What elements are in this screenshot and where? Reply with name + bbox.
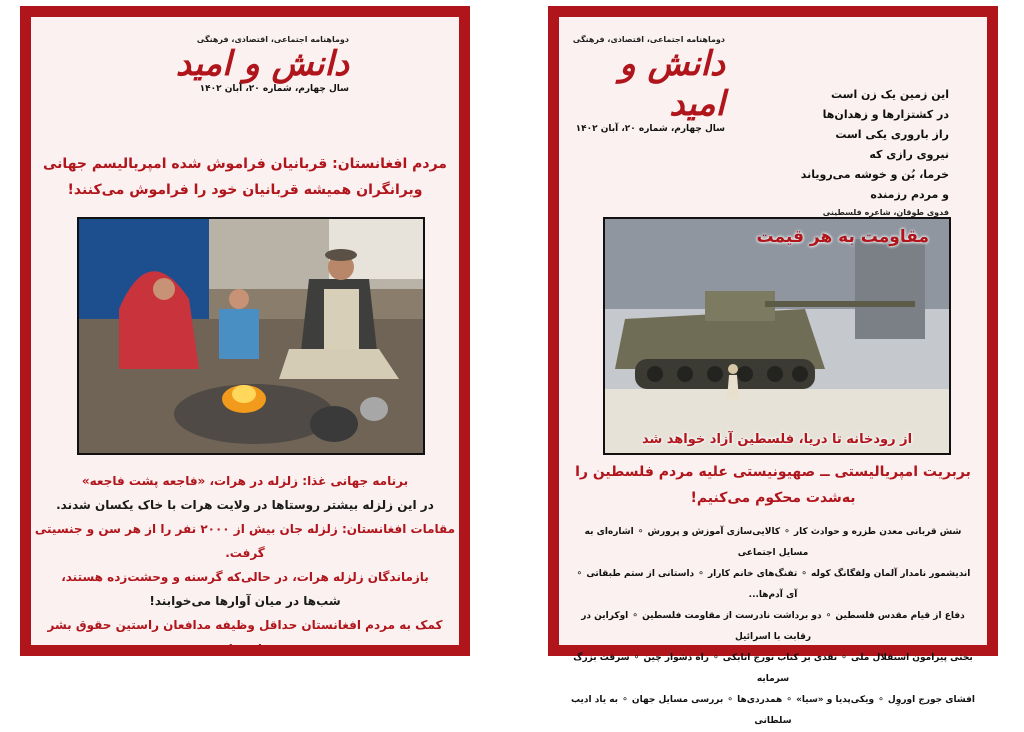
- cover-photo-afghan-family: [77, 217, 425, 455]
- cover-body-text: [31, 469, 459, 661]
- toc-line: افشای جورج اوروِل ⚬ ویکی‌پدیا و «سیا» ⚬ همدردی‌ها ⚬ بررسی مسایل جهان ⚬ به یاد ادیب سلطانی: [570, 695, 976, 726]
- masthead: [559, 35, 725, 134]
- poem-line: خرما، بُن و خوشه می‌رویاند: [800, 168, 949, 181]
- body-line: کمک به مردم افغانستان حداقل وظیفه مدافعان راستین حقوق بشر است!: [47, 618, 443, 656]
- headline-line: به‌شدت محکوم می‌کنیم!: [690, 490, 856, 506]
- headline-line: بربریت امپریالیستی ــ صهیونیستی علیه مردم فلسطین را: [575, 464, 971, 480]
- toc-line: اندیشمور نامدار آلمان ولفگانگ کوله ⚬ تفنگ‌های خانم کارار ⚬ داستانی از ستم طبقاتی ⚬ آی آدم‌ها...: [575, 569, 971, 600]
- tank-illustration: [605, 219, 949, 453]
- afghan-family-illustration: [79, 219, 423, 453]
- body-line: مقامات افغانستان: زلزله جان بیش از ۲۰۰۰ نفر را از هر سن و جنسیتی گرفت.: [34, 522, 456, 560]
- poem-line: و مردم رزمنده: [870, 188, 949, 201]
- toc-line: شش قربانی معدن طزره و حوادث کار ⚬ کالایی‌سازی آموزش و پرورش ⚬ اشاره‌ای به مسایل اجتماعی: [584, 527, 962, 558]
- body-line: برنامه جهانی غذا: زلزله در هرات، «فاجعه پشت فاجعه»: [81, 474, 409, 488]
- toc-line: دفاع از قیام مقدس فلسطین ⚬ دو برداشت نادرست از مقاومت فلسطین ⚬ اوکراین در رقابت با اسرائیل: [581, 611, 965, 642]
- poem: [789, 85, 949, 221]
- photo-title: مقاومت به هر قیمت: [756, 227, 929, 247]
- masthead: [176, 35, 349, 94]
- toc-line: بحثی پیرامون استقلال ملی ⚬ نقدی بر کتاب تورج اتابکی ⚬ راه دشوار چین ⚬ سرقت بزرگ سرمایه: [573, 653, 973, 684]
- poem-line: در کشتزارها و زهدان‌ها: [822, 108, 949, 121]
- issue-info: سال چهارم، شماره ۲۰، آبان ۱۴۰۲: [199, 84, 349, 94]
- body-line: بازماندگان زلزله هرات، در حالی‌که گرسنه و وحشت‌زده هستند،: [61, 570, 429, 584]
- cover-photo-tank: [603, 217, 951, 455]
- poem-credit: فدوی طوقان، شاعره فلسطینی: [822, 208, 949, 217]
- issue-info: سال چهارم، شماره ۲۰، آبان ۱۴۰۲: [575, 124, 725, 134]
- masthead-tagline: دوماهنامه اجتماعی، اقتصادی، فرهنگی: [196, 35, 349, 44]
- poem-line: نیروی رازی که: [869, 148, 949, 161]
- cover-headline: [31, 151, 459, 203]
- body-line: در این زلزله بیشتر روستاها در ولایت هرات با خاک یکسان شدند.: [56, 498, 434, 512]
- poem-line: این زمین یک زن است: [831, 88, 949, 101]
- body-line: شب‌ها در میان آوارها می‌خوابند!: [149, 594, 341, 608]
- magazine-logo: دانش و امید: [175, 44, 349, 84]
- table-of-contents: [569, 522, 977, 732]
- headline-line: مردم افغانستان: قربانیان فراموش شده امپریالیسم جهانی: [43, 156, 447, 172]
- poem-line: راز باروری یکی است: [835, 128, 949, 141]
- headline-line: ویرانگران همیشه قربانیان خود را فراموش می‌کنند!: [67, 182, 423, 198]
- magazine-logo: دانش و امید: [619, 44, 725, 124]
- magazine-cover-left: [20, 6, 470, 656]
- magazine-cover-right: [548, 6, 998, 726]
- cover-headline: [559, 459, 987, 511]
- photo-caption: از رودخانه تا دریا، فلسطین آزاد خواهد شد: [641, 432, 913, 447]
- masthead-tagline: دوماهنامه اجتماعی، اقتصادی، فرهنگی: [572, 35, 725, 44]
